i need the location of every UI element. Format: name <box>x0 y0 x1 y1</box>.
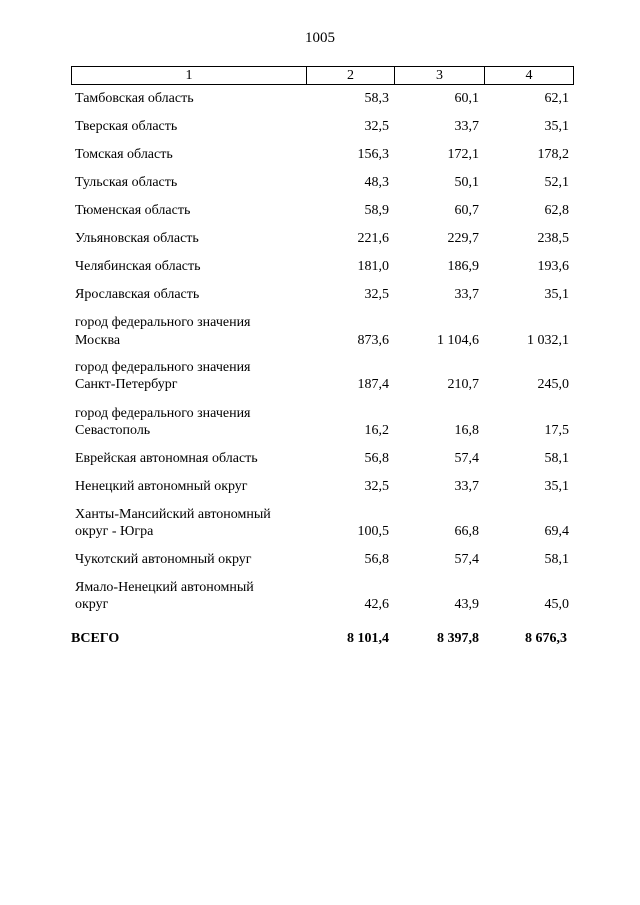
value-col-2: 187,4 <box>357 377 389 392</box>
region-name: Чукотский автономный округ <box>75 552 252 567</box>
region-name-line-2: Севастополь <box>75 423 151 438</box>
value-col-4: 1 032,1 <box>527 333 569 348</box>
value-col-3: 16,8 <box>454 423 479 438</box>
region-name-line-1: город федерального значения <box>75 360 251 375</box>
region-name: Челябинская область <box>75 259 201 274</box>
value-col-3: 66,8 <box>454 524 479 539</box>
value-col-2: 181,0 <box>357 259 389 274</box>
region-name-line-1: город федерального значения <box>75 406 251 421</box>
value-col-2: 56,8 <box>364 552 389 567</box>
region-name: Тульская область <box>75 175 178 190</box>
value-col-2: 32,5 <box>364 119 389 134</box>
value-col-2: 16,2 <box>364 423 389 438</box>
region-name-line-1: город федерального значения <box>75 315 251 330</box>
region-name-line-1: Ямало-Ненецкий автономный <box>75 580 254 595</box>
value-col-4: 35,1 <box>544 479 569 494</box>
region-name: Ярославская область <box>75 287 200 302</box>
value-col-3: 33,7 <box>454 119 479 134</box>
value-col-4: 193,6 <box>537 259 569 274</box>
value-col-3: 229,7 <box>447 231 479 246</box>
region-name: Ульяновская область <box>75 231 199 246</box>
value-col-3: 172,1 <box>447 147 479 162</box>
region-name-line-2: Москва <box>75 333 121 348</box>
region-name: Еврейская автономная область <box>75 451 258 466</box>
value-col-4: 52,1 <box>544 175 569 190</box>
table-header <box>71 66 574 85</box>
value-col-4: 62,1 <box>544 91 569 106</box>
region-name: Тюменская область <box>75 203 191 218</box>
region-name: Тамбовская область <box>75 91 194 106</box>
value-col-2: 221,6 <box>357 231 389 246</box>
value-col-4: 245,0 <box>537 377 569 392</box>
value-col-2: 56,8 <box>364 451 389 466</box>
value-col-3: 210,7 <box>447 377 479 392</box>
value-col-3: 33,7 <box>454 479 479 494</box>
value-col-2: 42,6 <box>364 597 389 612</box>
header-col-2: 2 <box>307 67 395 84</box>
header-col-3: 3 <box>395 67 485 84</box>
region-name-line-2: Санкт-Петербург <box>75 377 178 392</box>
value-col-4: 17,5 <box>544 423 569 438</box>
value-col-2: 873,6 <box>357 333 389 348</box>
region-name: Томская область <box>75 147 173 162</box>
region-name: Тверская область <box>75 119 178 134</box>
value-col-3: 33,7 <box>454 287 479 302</box>
value-col-4: 58,1 <box>544 552 569 567</box>
value-col-4: 35,1 <box>544 119 569 134</box>
value-col-4: 45,0 <box>544 597 569 612</box>
value-col-2: 32,5 <box>364 287 389 302</box>
value-col-4: 69,4 <box>544 524 569 539</box>
value-col-2: 100,5 <box>357 524 389 539</box>
value-col-3: 57,4 <box>454 552 479 567</box>
value-col-3: 60,7 <box>454 203 479 218</box>
value-col-4: 35,1 <box>544 287 569 302</box>
value-col-4: 178,2 <box>537 147 569 162</box>
region-name: Ненецкий автономный округ <box>75 479 248 494</box>
total-col-3: 8 397,8 <box>437 631 479 646</box>
total-col-4: 8 676,3 <box>525 631 567 646</box>
value-col-2: 58,9 <box>364 203 389 218</box>
region-name-line-2: округ <box>75 597 109 612</box>
region-name-line-1: Ханты-Мансийский автономный <box>75 507 271 522</box>
value-col-3: 60,1 <box>454 91 479 106</box>
value-col-2: 32,5 <box>364 479 389 494</box>
header-col-4: 4 <box>525 68 533 83</box>
value-col-3: 43,9 <box>454 597 479 612</box>
value-col-4: 238,5 <box>537 231 569 246</box>
total-label: ВСЕГО <box>71 631 120 646</box>
value-col-2: 156,3 <box>357 147 389 162</box>
header-col-1: 1 <box>72 67 307 84</box>
value-col-2: 48,3 <box>364 175 389 190</box>
value-col-3: 50,1 <box>454 175 479 190</box>
value-col-3: 1 104,6 <box>437 333 479 348</box>
total-col-2: 8 101,4 <box>347 631 389 646</box>
value-col-2: 58,3 <box>364 91 389 106</box>
total-row <box>71 631 574 651</box>
value-col-3: 186,9 <box>447 259 479 274</box>
region-name-line-2: округ - Югра <box>75 524 154 539</box>
page-number: 1005 <box>305 30 335 46</box>
value-col-3: 57,4 <box>454 451 479 466</box>
value-col-4: 62,8 <box>544 203 569 218</box>
value-col-4: 58,1 <box>544 451 569 466</box>
